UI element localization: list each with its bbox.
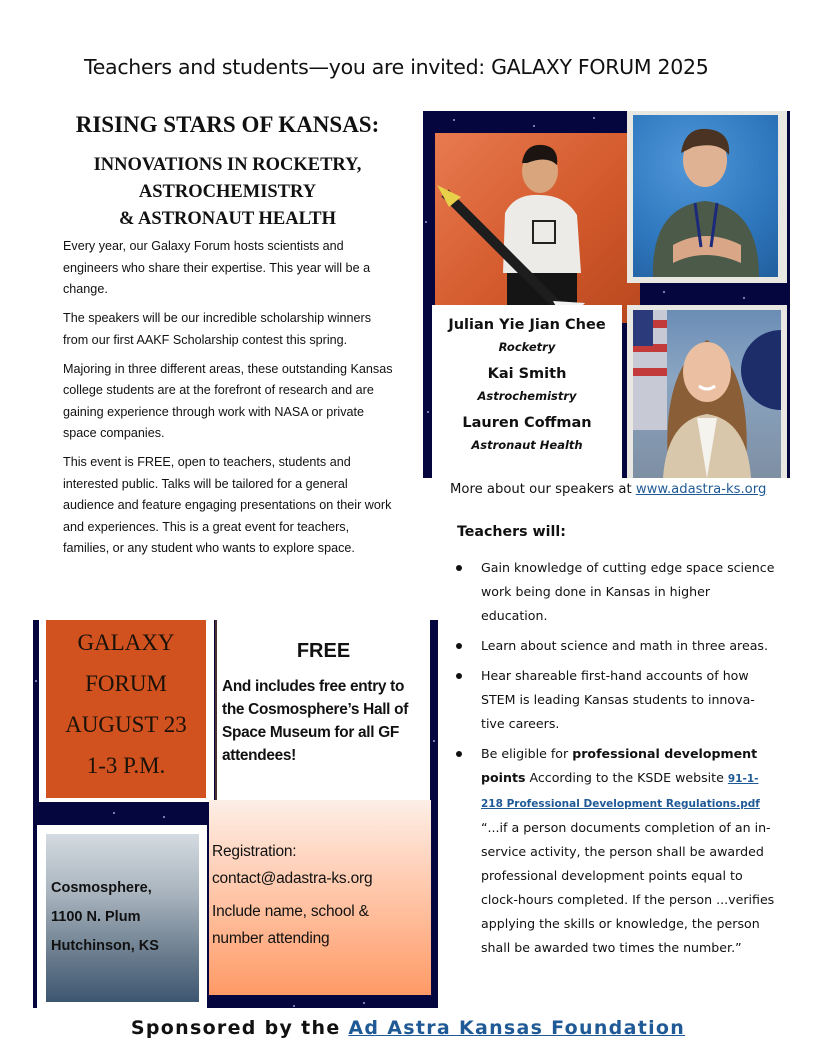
speakers-photo-panel bbox=[423, 111, 790, 478]
speaker-field: Astrochemistry bbox=[477, 389, 577, 403]
event-time: 1-3 P.M. bbox=[86, 753, 166, 778]
bullet-icon bbox=[456, 673, 462, 679]
pd-bold: professional development points bbox=[481, 746, 758, 785]
portrait-illustration bbox=[633, 115, 778, 277]
event-date-box bbox=[46, 620, 206, 798]
free-admission-box bbox=[215, 620, 430, 805]
location-frame bbox=[37, 825, 207, 1008]
portrait-with-flags-illustration bbox=[633, 310, 781, 478]
event-name-line: FORUM bbox=[85, 671, 167, 696]
speaker-photo-lauren bbox=[633, 310, 781, 478]
intro-paragraph: Every year, our Galaxy Forum hosts scientists and engineers who share their expertise. This year will be a change. bbox=[63, 239, 371, 296]
ksde-regulations-link[interactable]: 91-1-218 Professional Development Regulations.pdf bbox=[481, 773, 760, 810]
location-line: Hutchinson, KS bbox=[51, 938, 159, 954]
speaker-photo-julian bbox=[435, 133, 640, 323]
registration-email[interactable]: contact@adastra-ks.org bbox=[212, 870, 373, 887]
pd-prefix: Be eligible for bbox=[481, 746, 573, 761]
free-description: And includes free entry to the Cosmosphere’s Hall of Space Museum for all GF attendees! bbox=[222, 678, 409, 764]
list-item-text: Gain knowledge of cutting edge space science work being done in Kansas in higher education. bbox=[481, 560, 775, 623]
teachers-benefits-list bbox=[456, 556, 776, 966]
bullet-icon bbox=[456, 643, 462, 649]
page-subtitle bbox=[40, 152, 415, 233]
speaker-name: Julian Yie Jian Chee bbox=[448, 317, 606, 333]
more-info-text: More about our speakers at bbox=[450, 482, 636, 497]
sponsor-footer bbox=[0, 1017, 816, 1039]
speaker-field: Astronaut Health bbox=[471, 438, 583, 452]
speakers-list bbox=[432, 305, 622, 478]
location-box bbox=[46, 834, 199, 1002]
speaker-field: Rocketry bbox=[498, 340, 556, 354]
subtitle-line: INNOVATIONS IN ROCKETRY, bbox=[93, 155, 362, 175]
sponsor-prefix: Sponsored by the bbox=[130, 1017, 349, 1039]
adastra-website-link[interactable]: www.adastra-ks.org bbox=[635, 482, 767, 497]
location-line: Cosmosphere, bbox=[51, 880, 152, 896]
pd-quote: “...if a person documents completion of an in-service activity, the person shall be awarded professional development points equal to clock-hours completed. If the person ...verifies applying the skills or knowledge, the person shall be awarded two times the number.” bbox=[481, 820, 775, 955]
list-item-text: Hear shareable first-hand accounts of how STEM is leading Kansas students to innova-tive careers. bbox=[481, 668, 755, 731]
registration-note: Include name, school & bbox=[212, 903, 369, 920]
event-date: AUGUST 23 bbox=[65, 712, 187, 737]
subtitle-line: ASTROCHEMISTRY bbox=[138, 182, 317, 202]
registration-box bbox=[209, 800, 431, 995]
speaker-photo-kai bbox=[633, 115, 778, 277]
teachers-heading: Teachers will: bbox=[457, 524, 566, 540]
location-address bbox=[51, 874, 159, 961]
speaker-name: Kai Smith bbox=[487, 366, 567, 382]
speakers-more-info bbox=[450, 482, 766, 497]
bullet-icon bbox=[456, 751, 462, 757]
page-title: RISING STARS OF KANSAS: bbox=[75, 112, 380, 137]
speaker-photo-frame bbox=[627, 305, 787, 478]
registration-label: Registration: bbox=[212, 843, 297, 860]
event-name-line: GALAXY bbox=[77, 630, 175, 655]
speaker-photo-frame bbox=[627, 111, 787, 283]
registration-note: number attending bbox=[212, 930, 330, 947]
bullet-icon bbox=[456, 565, 462, 571]
free-title: FREE bbox=[296, 640, 351, 662]
person-with-rocket-illustration bbox=[435, 133, 640, 323]
invitation-header: Teachers and students—you are invited: GALAXY FORUM 2025 bbox=[84, 55, 709, 79]
intro-paragraph: This event is FREE, open to teachers, students and interested public. Talks will be tailored for a general audience and feature engaging presentations on their work and experiences. This is a great event for teachers, families, or any student who wants to explore space. bbox=[63, 455, 392, 555]
intro-paragraph: The speakers will be our incredible scholarship winners from our first AAKF Scholarship contest this spring. bbox=[63, 311, 371, 347]
list-item bbox=[456, 742, 776, 960]
list-item-text: Learn about science and math in three areas. bbox=[481, 638, 768, 653]
intro-paragraph: Majoring in three different areas, these outstanding Kansas college students are at the forefront of research and are gaining experience through work with NASA or private space companies. bbox=[63, 361, 393, 440]
event-date-frame bbox=[39, 620, 214, 802]
pd-middle: According to the KSDE website bbox=[525, 770, 728, 785]
list-item bbox=[456, 664, 776, 736]
sponsor-link[interactable]: Ad Astra Kansas Foundation bbox=[348, 1017, 686, 1039]
speaker-name: Lauren Coffman bbox=[462, 415, 592, 431]
location-line: 1100 N. Plum bbox=[51, 909, 141, 925]
list-item bbox=[456, 634, 776, 658]
intro-text bbox=[63, 236, 393, 567]
registration-text bbox=[212, 838, 427, 952]
event-info-panel bbox=[33, 620, 438, 1008]
list-item bbox=[456, 556, 776, 628]
subtitle-line: & ASTRONAUT HEALTH bbox=[119, 209, 336, 229]
